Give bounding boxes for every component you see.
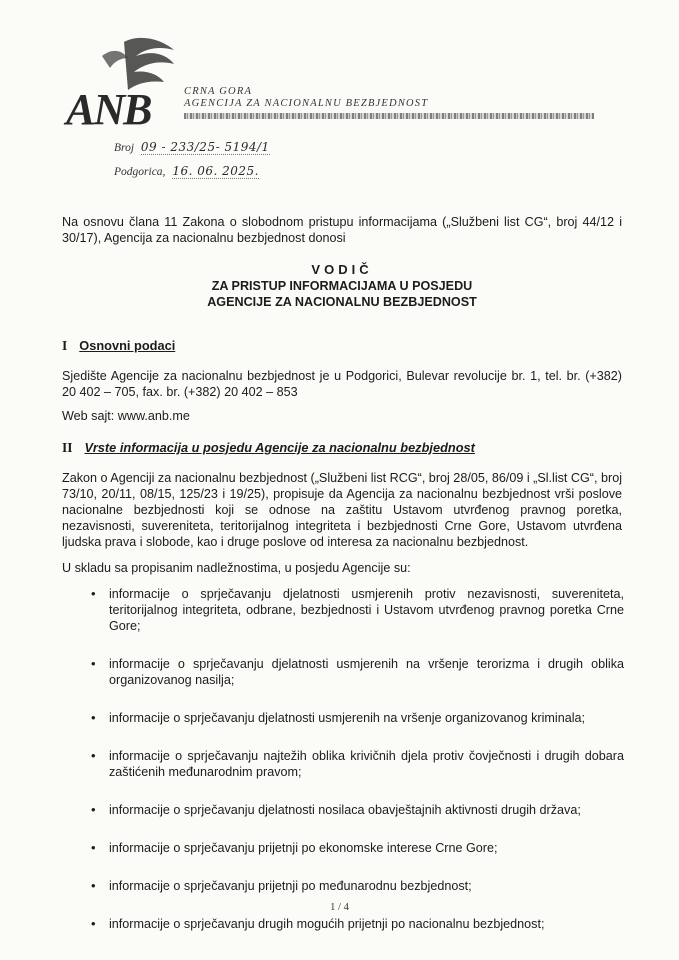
- list-item-text: informacije o sprječavanju djelatnosti nosilaca obavještajnih aktivnosti drugih država;: [109, 803, 581, 817]
- list-item: [91, 916, 624, 932]
- bullet-icon: •: [91, 916, 96, 931]
- section-number: II: [62, 440, 73, 455]
- bullet-icon: •: [91, 802, 96, 817]
- reference-number: [114, 140, 270, 154]
- bullet-icon: •: [91, 840, 96, 855]
- country-name: CRNA GORA: [184, 86, 253, 97]
- address-paragraph: Sjedište Agencije za nacionalnu bezbjednost je u Podgorici, Bulevar revolucije br. 1, tel. br. (+382) 20 402 – 705, fax. br. (+382) 20 402 – 853: [62, 369, 622, 399]
- reference-date: [114, 164, 259, 178]
- bullet-icon: •: [91, 748, 96, 763]
- list-item-text: informacije o sprječavanju drugih mogućih prijetnji po nacionalnu bezbjednost;: [109, 917, 545, 931]
- intro-paragraph: Na osnovu člana 11 Zakona o slobodnom pristupu informacijama („Službeni list CG“, broj 44/12 i 30/17), Agencija za nacionalnu bezbjednost donosi: [62, 215, 622, 245]
- list-item-text: informacije o sprječavanju djelatnosti usmjerenih na vršenje organizovanog kriminala;: [109, 711, 586, 725]
- document-subtitle-line2: AGENCIJE ZA NACIONALNU BEZBJEDNOST: [207, 295, 477, 309]
- information-list: [91, 586, 624, 932]
- list-item: [91, 656, 624, 688]
- section-title: Osnovni podaci: [79, 338, 176, 353]
- list-item: [91, 710, 624, 726]
- bullet-icon: •: [91, 710, 96, 725]
- list-item-text: informacije o sprječavanju djelatnosti usmjerenih protiv nezavisnosti, suvereniteta, teritorijalnog integriteta, odbrane, bezbjednosti i Ustavom utvrđenog pravnog poretka Crne Gore;: [109, 587, 624, 633]
- org-header: [184, 86, 604, 119]
- list-item: [91, 748, 624, 780]
- list-item-text: informacije o sprječavanju najtežih oblika krivičnih djela protiv čovječnosti i drugih dobara zaštićenih međunarodnim pravom;: [109, 749, 624, 779]
- reference-label: Broj: [114, 142, 135, 154]
- place-label: Podgorica,: [114, 166, 166, 178]
- document-subtitle-line1: ZA PRISTUP INFORMACIJAMA U POSJEDU: [211, 279, 473, 293]
- law-paragraph: Zakon o Agenciji za nacionalnu bezbjednost („Službeni list RCG“, broj 28/05, 86/09 i „Sl.list CG“, broj 73/10, 20/11, 08/15, 125/23 i 19/25), propisuje da Agencija za nacionalnu bezbjednost vrši poslove nacionalne bezbjednosti koji se odnose na zaštitu Ustavom utvrđenog pravnog poretka, nezavisnosti, suvereniteta, teritorijalnog integriteta i bezbjednosti Crne Gore, Ustavom utvrđena ljudska prava i slobode, kao i druge poslove od interesa za nacionalnu bezbjednost.: [62, 471, 622, 549]
- list-item-text: informacije o sprječavanju prijetnji po međunarodnu bezbjednost;: [109, 879, 472, 893]
- section-number: I: [62, 338, 68, 353]
- bullet-icon: •: [91, 656, 96, 671]
- list-item: [91, 878, 624, 894]
- svg-text:ANB: ANB: [66, 85, 151, 132]
- bullet-icon: •: [91, 878, 96, 893]
- reference-value: 09 - 233/25- 5194/1: [140, 140, 270, 154]
- website-line: Web sajt: www.anb.me: [62, 409, 190, 423]
- list-item: [91, 802, 624, 818]
- date-value: 16. 06. 2025.: [172, 164, 259, 178]
- section-title: Vrste informacija u posjedu Agencije za nacionalnu bezbjednost: [84, 440, 475, 455]
- section-2-heading: [62, 440, 475, 456]
- page-number: 1 / 4: [330, 902, 349, 913]
- section-1-heading: [62, 338, 175, 354]
- anb-logo: [62, 36, 180, 132]
- bullet-icon: •: [91, 586, 96, 601]
- document-title: VODIČ: [311, 262, 373, 277]
- list-item-text: informacije o sprječavanju djelatnosti usmjerenih na vršenje terorizma i drugih oblika organizovanog nasilja;: [109, 657, 624, 687]
- header-rule: [184, 113, 594, 119]
- list-item: [91, 586, 624, 634]
- agency-name: AGENCIJA ZA NACIONALNU BEZBJEDNOST: [184, 98, 429, 109]
- list-item-text: informacije o sprječavanju prijetnji po ekonomske interese Crne Gore;: [109, 841, 498, 855]
- list-lead: U skladu sa propisanim nadležnostima, u posjedu Agencije su:: [62, 561, 411, 575]
- list-item: [91, 840, 624, 856]
